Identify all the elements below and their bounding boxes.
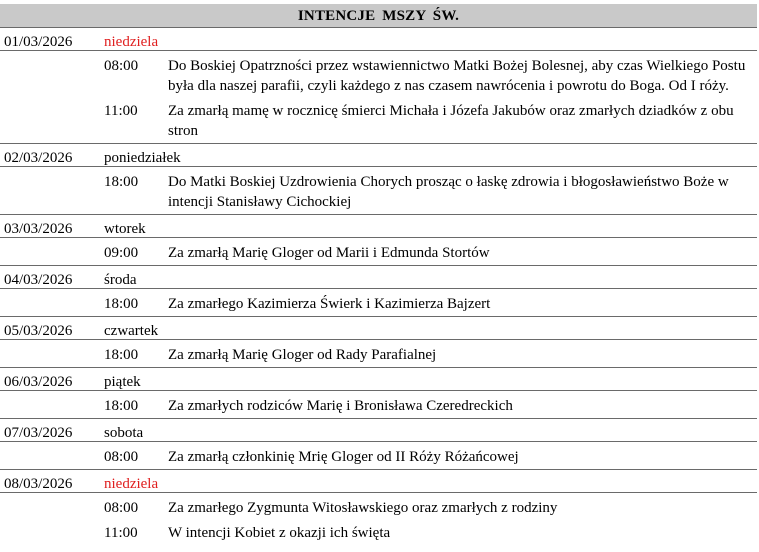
day-masses <box>0 493 757 545</box>
day-masses <box>0 51 757 144</box>
mass-row <box>0 518 757 543</box>
mass-row <box>0 340 757 365</box>
day-date: 08/03/2026 <box>4 476 73 492</box>
day-date: 06/03/2026 <box>4 374 73 390</box>
day-date: 02/03/2026 <box>4 150 73 166</box>
day-name: środa <box>104 272 137 288</box>
intentions-table <box>0 28 757 545</box>
day-date: 05/03/2026 <box>4 323 73 339</box>
day-header-row <box>0 317 757 340</box>
day-name: piątek <box>104 374 141 390</box>
day-date: 04/03/2026 <box>4 272 73 288</box>
mass-row <box>0 442 757 467</box>
block-spacer <box>0 141 757 143</box>
block-spacer <box>0 543 757 545</box>
day-header-row <box>0 266 757 289</box>
day-masses <box>0 391 757 419</box>
mass-row <box>0 96 757 141</box>
mass-row <box>0 167 757 212</box>
block-spacer <box>0 365 757 367</box>
day-name: czwartek <box>104 323 159 339</box>
mass-intention: Do Boskiej Opatrzności przez wstawiennictwo Matki Bożej Bolesnej, aby czas Wielkiego Postu była dla naszej parafii, czyli każdego z nas czasem nawrócenia i powrotu do Boga. Od I róży. <box>168 58 746 94</box>
day-name: niedziela <box>104 34 159 50</box>
mass-time: 09:00 <box>104 245 139 261</box>
day-header-row <box>0 144 757 167</box>
day-header-row <box>0 215 757 238</box>
mass-intention: Za zmarłych rodziców Marię i Bronisława Czeredreckich <box>168 398 513 414</box>
day-date: 07/03/2026 <box>4 425 73 441</box>
mass-intention: Do Matki Boskiej Uzdrowienia Chorych prosząc o łaskę zdrowia i błogosławieństwo Boże w intencji Stanisławy Cichockiej <box>168 174 729 210</box>
mass-intention: Za zmarłą członkinię Mrię Gloger od II Róży Różańcowej <box>168 449 519 465</box>
mass-time: 08:00 <box>104 449 139 465</box>
day-header-row <box>0 470 757 493</box>
day-masses <box>0 340 757 368</box>
mass-intention: Za zmarłą mamę w rocznicę śmierci Michała i Józefa Jakubów oraz zmarłych dziadków z obu stron <box>168 103 734 139</box>
mass-time: 18:00 <box>104 174 139 190</box>
mass-time: 08:00 <box>104 58 139 74</box>
mass-row <box>0 493 757 518</box>
mass-time: 18:00 <box>104 347 139 363</box>
page-title: INTENCJE MSZY ŚW. <box>0 4 757 28</box>
mass-time: 11:00 <box>104 103 138 119</box>
day-name: niedziela <box>104 476 159 492</box>
block-spacer <box>0 263 757 265</box>
mass-intention: Za zmarłą Marię Gloger od Rady Parafialnej <box>168 347 437 363</box>
block-spacer <box>0 467 757 469</box>
day-name: wtorek <box>104 221 146 237</box>
day-masses <box>0 289 757 317</box>
day-header-row <box>0 419 757 442</box>
mass-time: 08:00 <box>104 500 139 516</box>
block-spacer <box>0 212 757 214</box>
mass-row <box>0 391 757 416</box>
mass-intention: W intencji Kobiet z okazji ich święta <box>168 525 391 541</box>
mass-time: 18:00 <box>104 296 139 312</box>
mass-time: 18:00 <box>104 398 139 414</box>
mass-time: 11:00 <box>104 525 138 541</box>
day-date: 03/03/2026 <box>4 221 73 237</box>
block-spacer <box>0 416 757 418</box>
mass-row <box>0 289 757 314</box>
mass-row <box>0 238 757 263</box>
day-masses <box>0 442 757 470</box>
day-header-row <box>0 368 757 391</box>
block-spacer <box>0 314 757 316</box>
day-masses <box>0 238 757 266</box>
day-date: 01/03/2026 <box>4 34 73 50</box>
day-name: sobota <box>104 425 144 441</box>
mass-intention: Za zmarłą Marię Gloger od Marii i Edmunda Stortów <box>168 245 490 261</box>
mass-intention: Za zmarłego Zygmunta Witosławskiego oraz zmarłych z rodziny <box>168 500 558 516</box>
day-header-row <box>0 28 757 51</box>
mass-row <box>0 51 757 96</box>
day-name: poniedziałek <box>104 150 181 166</box>
day-masses <box>0 167 757 215</box>
mass-intention: Za zmarłego Kazimierza Świerk i Kazimierza Bajzert <box>168 296 491 312</box>
